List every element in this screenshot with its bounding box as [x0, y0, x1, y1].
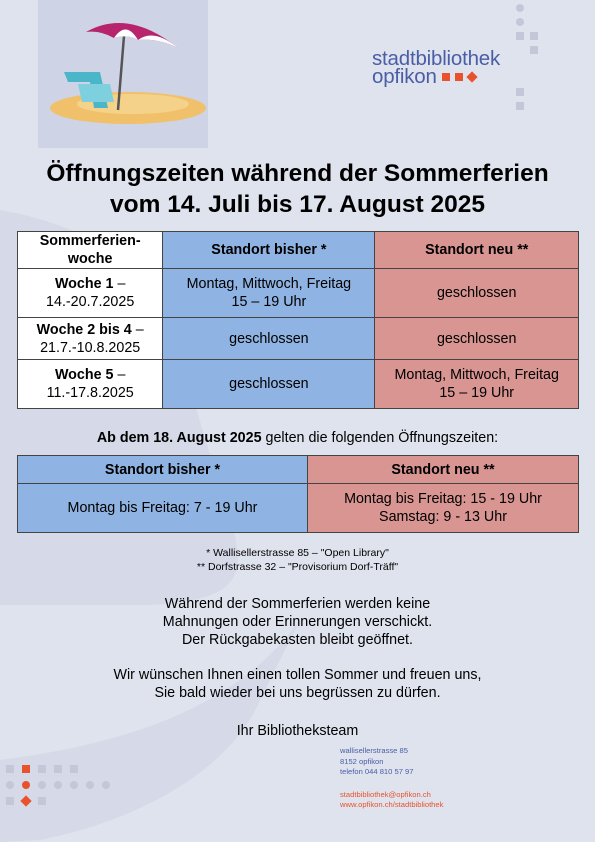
- week-label: Woche 1: [54, 276, 114, 292]
- bisher-hours-time: 15 – 19 Uhr: [231, 294, 307, 310]
- header-standort-bisher: Standort bisher *: [163, 232, 375, 269]
- note-text: gelten die folgenden Öffnungszeiten:: [261, 430, 499, 446]
- logo-diamond-icon: [466, 71, 477, 82]
- notice-line-1: Während der Sommerferien werden keine: [164, 596, 431, 612]
- week-label: Woche 2 bis 4: [36, 321, 132, 338]
- address-block: [340, 746, 443, 811]
- week-dates: 21.7.-10.8.2025: [40, 339, 141, 356]
- logo-line-1: stadtbibliothek: [372, 47, 501, 70]
- summer-hours-table: [17, 231, 579, 409]
- decorative-dots: [6, 763, 126, 813]
- note-date: Ab dem 18. August 2025: [96, 430, 262, 446]
- neu-hours-time: 15 – 19 Uhr: [439, 385, 515, 401]
- header-standort-bisher: Standort bisher *: [18, 456, 308, 484]
- footnote-1: * Wallisellerstrasse 85 – "Open Library": [206, 547, 389, 559]
- logo-square-icon: [455, 73, 463, 81]
- wishes-line-2: Sie bald wieder bei uns begrüssen zu dürfen.: [154, 685, 441, 701]
- bisher-hours: Montag, Mittwoch, Freitag: [186, 276, 352, 292]
- address-city: 8152 opfikon: [340, 756, 384, 766]
- wishes-line-1: Wir wünschen Ihnen einen tollen Sommer und freuen uns,: [113, 667, 482, 683]
- library-logo: [372, 47, 501, 88]
- regular-hours-table: [17, 455, 579, 533]
- title-line-2: vom 14. Juli bis 17. August 2025: [110, 191, 485, 218]
- from-date-note: [0, 430, 595, 446]
- header-week: Sommerferien-woche: [18, 232, 163, 269]
- table-row: [18, 484, 579, 533]
- table-row: Woche 2 bis 4 – 21.7.-10.8.2025 geschlossen geschlossen: [18, 318, 579, 360]
- address-street: wallisellerstrasse 85: [340, 746, 408, 755]
- logo-line-2: opfikon: [372, 65, 437, 88]
- footnote-2: ** Dorfstrasse 32 – "Provisorium Dorf-Träff": [196, 561, 399, 573]
- page-title: [0, 158, 595, 220]
- neu-hours: geschlossen: [436, 330, 517, 347]
- contact-website[interactable]: www.opfikon.ch/stadtbibliothek: [340, 800, 444, 809]
- neu-hours: geschlossen: [436, 285, 517, 301]
- address-phone: telefon 044 810 57 97: [340, 767, 414, 776]
- contact-email[interactable]: stadtbibliothek@opfikon.ch: [340, 789, 431, 799]
- header-standort-neu: Standort neu **: [308, 456, 579, 484]
- week-label: Woche 5: [54, 367, 114, 383]
- table-row: Woche 5 – 11.-17.8.2025 geschlossen Montag, Mittwoch, Freitag 15 – 19 Uhr: [18, 360, 579, 409]
- notice-line-2: Mahnungen oder Erinnerungen verschickt.: [162, 614, 433, 630]
- bisher-hours: Montag bis Freitag: 7 - 19 Uhr: [18, 484, 308, 533]
- title-line-1: Öffnungszeiten während der Sommerferien: [46, 160, 549, 187]
- header-standort-neu: Standort neu **: [375, 232, 579, 269]
- week-dates: 14.-20.7.2025: [46, 294, 135, 310]
- bisher-hours: geschlossen: [229, 376, 309, 392]
- neu-hours-weekday: Montag bis Freitag: 15 - 19 Uhr: [344, 491, 542, 507]
- decorative-dots: [508, 0, 548, 120]
- logo-square-icon: [442, 73, 450, 81]
- table-row: Woche 1 – 14.-20.7.2025 Montag, Mittwoch, Freitag 15 – 19 Uhr geschlossen: [18, 269, 579, 318]
- neu-hours-saturday: Samstag: 9 - 13 Uhr: [379, 509, 507, 525]
- neu-hours: Montag, Mittwoch, Freitag: [394, 367, 559, 383]
- bisher-hours: geschlossen: [229, 330, 309, 347]
- signature: Ihr Bibliotheksteam: [236, 723, 359, 739]
- beach-umbrella-illustration: [38, 0, 208, 148]
- week-dates: 11.-17.8.2025: [46, 385, 134, 401]
- notice-line-3: Der Rückgabekasten bleibt geöffnet.: [181, 632, 414, 648]
